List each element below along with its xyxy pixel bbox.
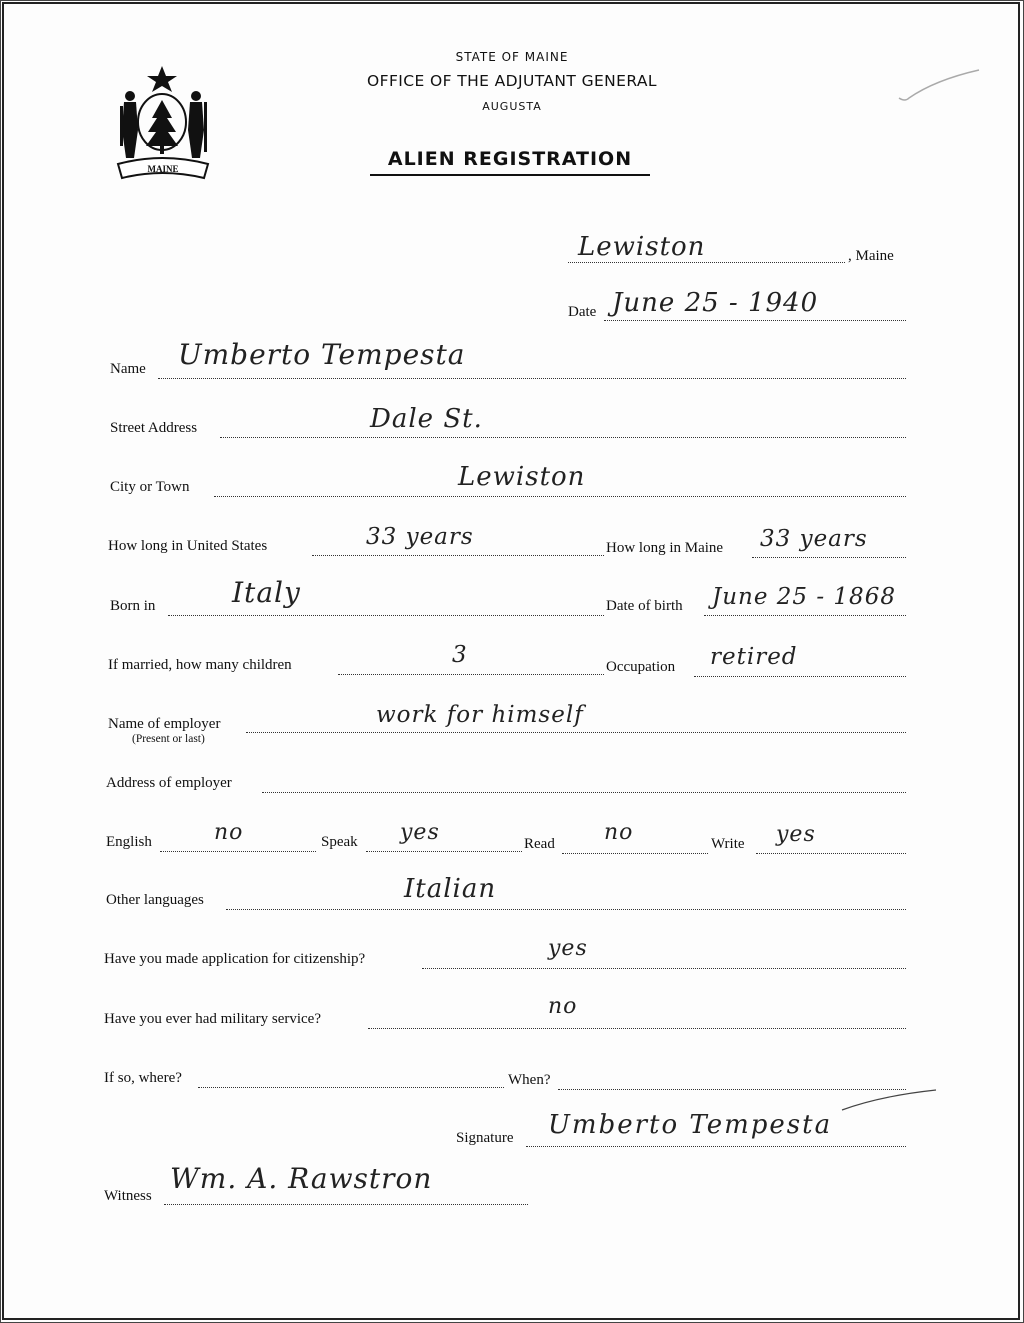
- years-maine-label: How long in Maine: [606, 540, 724, 556]
- children-line: [338, 674, 604, 675]
- employer-label: Name of employer: [108, 716, 221, 732]
- years-us-label: How long in United States: [108, 538, 268, 554]
- born-label: Born in: [110, 598, 156, 614]
- years-us-value: 33 years: [366, 524, 474, 550]
- occupation-value: retired: [710, 644, 798, 670]
- where-line: [198, 1087, 504, 1088]
- street-label: Street Address: [110, 420, 198, 436]
- name-value: Umberto Tempesta: [178, 338, 466, 371]
- write-label: Write: [711, 836, 745, 852]
- when-label: When?: [508, 1072, 551, 1088]
- children-value: 3: [452, 642, 468, 668]
- write-line: [756, 853, 906, 854]
- children-label: If married, how many children: [108, 657, 292, 673]
- place-line: [568, 262, 845, 263]
- citizenship-label: Have you made application for citizenship?: [104, 951, 366, 967]
- dob-value: June 25 - 1868: [712, 584, 896, 610]
- state-heading: STATE OF MAINE: [455, 50, 569, 64]
- date-value: June 25 - 1940: [612, 288, 819, 318]
- witness-label: Witness: [104, 1188, 152, 1204]
- occupation-label: Occupation: [606, 659, 676, 675]
- signature-label: Signature: [456, 1130, 514, 1146]
- born-line: [168, 615, 604, 616]
- dob-label: Date of birth: [606, 598, 683, 614]
- citizenship-value: yes: [548, 936, 588, 961]
- other-languages-line: [226, 909, 906, 910]
- city-heading: AUGUSTA: [482, 100, 542, 113]
- speak-line: [366, 851, 522, 852]
- read-label: Read: [524, 836, 555, 852]
- witness-line: [164, 1204, 528, 1205]
- name-label: Name: [110, 361, 146, 377]
- employer-value: work for himself: [376, 702, 584, 728]
- citizenship-line: [422, 968, 906, 969]
- signature-value: Umberto Tempesta: [548, 1110, 833, 1140]
- date-line: [604, 320, 906, 321]
- employer-address-line: [262, 792, 906, 793]
- city-label: City or Town: [110, 479, 190, 495]
- born-value: Italy: [232, 576, 301, 609]
- years-maine-line: [752, 557, 906, 558]
- years-us-line: [312, 555, 604, 556]
- seal-banner-text: MAINE: [147, 164, 179, 174]
- occupation-line: [694, 676, 906, 677]
- witness-value: Wm. A. Rawstron: [170, 1162, 433, 1195]
- english-line: [160, 851, 316, 852]
- where-label: If so, where?: [104, 1070, 182, 1086]
- write-value: yes: [776, 822, 816, 847]
- place-value: Lewiston: [578, 232, 706, 262]
- read-value: no: [604, 820, 634, 845]
- english-label: English: [106, 834, 152, 850]
- military-line: [368, 1028, 906, 1029]
- checkmark-icon: [895, 68, 985, 108]
- other-languages-value: Italian: [404, 874, 497, 904]
- signature-flourish-icon: [840, 1086, 940, 1116]
- employer-sublabel: (Present or last): [132, 733, 205, 745]
- form-title: ALIEN REGISTRATION: [387, 148, 633, 170]
- name-line: [158, 378, 906, 379]
- speak-value: yes: [400, 820, 440, 845]
- city-value: Lewiston: [458, 462, 586, 492]
- employer-line: [246, 732, 906, 733]
- office-heading: OFFICE OF THE ADJUTANT GENERAL: [367, 72, 657, 90]
- military-value: no: [548, 994, 578, 1019]
- signature-line: [526, 1146, 906, 1147]
- title-underline: [370, 174, 650, 176]
- maine-label: , Maine: [848, 248, 894, 264]
- other-languages-label: Other languages: [106, 892, 204, 908]
- dob-line: [704, 615, 906, 616]
- read-line: [562, 853, 708, 854]
- speak-label: Speak: [321, 834, 358, 850]
- military-label: Have you ever had military service?: [104, 1011, 321, 1027]
- years-maine-value: 33 years: [760, 526, 868, 552]
- date-label: Date: [568, 304, 597, 320]
- employer-address-label: Address of employer: [106, 775, 232, 791]
- street-value: Dale St.: [370, 404, 483, 434]
- street-line: [220, 437, 906, 438]
- city-line: [214, 496, 906, 497]
- english-value: no: [214, 820, 244, 845]
